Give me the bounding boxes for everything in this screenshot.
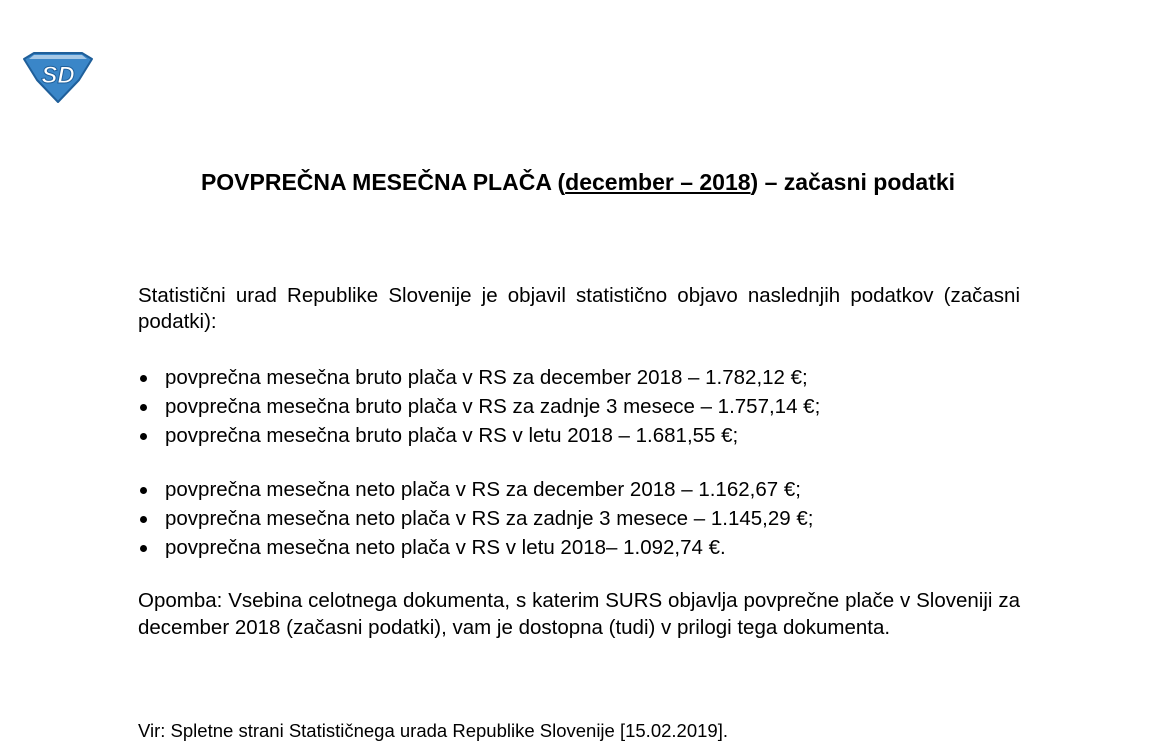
title-period: december – 2018 (565, 169, 751, 195)
document-title (150, 168, 1006, 197)
svg-text:SD: SD (41, 62, 75, 89)
note-paragraph: Opomba: Vsebina celotnega dokumenta, s katerim SURS objavlja povprečne plače v Sloveniji za december 2018 (začasni podatki), vam je dostopna (tudi) v prilogi tega dokumenta. (138, 589, 1020, 639)
source-line: Vir: Spletne strani Statističnega urada Republike Slovenije [15.02.2019]. (138, 720, 728, 741)
title-prefix: POVPREČNA MESEČNA PLAČA ( (200, 169, 566, 195)
list-item: povprečna mesečna neto plača v RS za zadnje 3 mesece – 1.145,29 €; (138, 504, 1038, 533)
bruto-wage-list (138, 363, 1038, 450)
list-item: povprečna mesečna neto plača v RS v letu 2018– 1.092,74 €. (138, 533, 1038, 562)
neto-wage-list (138, 475, 1038, 562)
list-item: povprečna mesečna bruto plača v RS v letu 2018 – 1.681,55 €; (138, 421, 1038, 450)
sd-shield-logo-icon (21, 50, 95, 104)
list-item: povprečna mesečna bruto plača v RS za december 2018 – 1.782,12 €; (138, 363, 1038, 392)
intro-paragraph: Statistični urad Republike Slovenije je objavil statistično objavo naslednjih podatkov (začasni podatki): (138, 284, 1020, 333)
title-suffix: ) – začasni podatki (750, 169, 956, 195)
list-item: povprečna mesečna neto plača v RS za december 2018 – 1.162,67 €; (138, 475, 1038, 504)
list-item: povprečna mesečna bruto plača v RS za zadnje 3 mesece – 1.757,14 €; (138, 392, 1038, 421)
